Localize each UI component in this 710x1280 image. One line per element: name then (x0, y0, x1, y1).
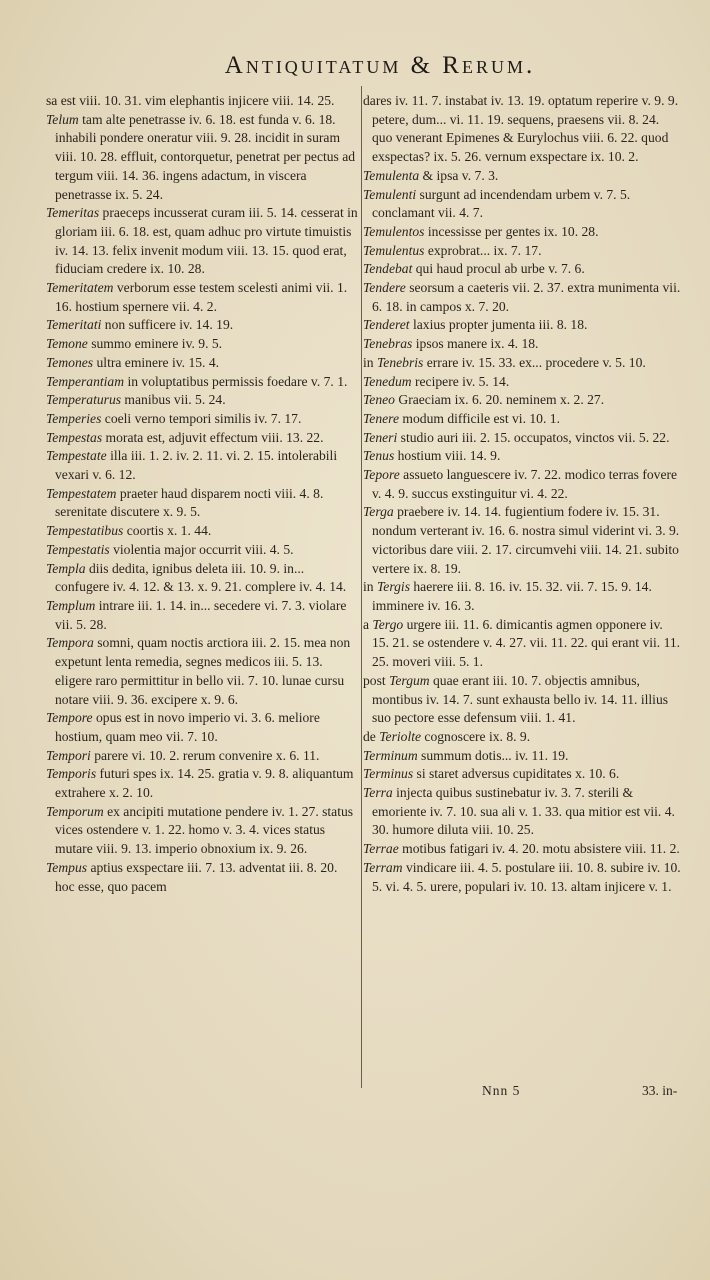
index-entry (46, 92, 359, 111)
index-entry (363, 672, 681, 728)
entry-headword: Tempestatem (46, 485, 117, 501)
index-entry (363, 840, 681, 859)
entry-headword: Terrae (363, 841, 399, 857)
index-entry (363, 616, 681, 672)
entry-text: coortis x. 1. 44. (123, 523, 212, 539)
entry-headword: Terram (363, 859, 403, 875)
entry-text: urgere iii. 11. 6. dimicantis agmen opponere iv. 15. 21. se ostendere v. 4. 27. vii. 11. 22. qui erant vii. 11. 25. moveri viii. 5. 1. (372, 616, 681, 670)
entry-headword: Temeritas (46, 205, 100, 221)
entry-text: futuri spes ix. 14. 25. gratia v. 9. 8. aliquantum extrahere x. 2. 10. (55, 766, 354, 801)
index-entry (46, 335, 359, 354)
entry-headword: Temulentus (363, 242, 425, 258)
entry-headword: Telum (46, 111, 79, 127)
entry-headword: Tenus (363, 448, 395, 464)
entry-text: verborum esse testem scelesti animi vii. 1. 16. hostium spernere vii. 4. 2. (55, 280, 348, 314)
entry-text: tam alte penetrasse iv. 6. 18. est funda v. 6. 18. inhabili pondere oneratur viii. 9. 28. incidit in suram viii. 10. 28. effluit, contorquetur, penetrat per pectus ad tergum viii. 14. 36. ingens adactum, in viscera penetrasse ix. 5. 24. (55, 111, 356, 202)
index-entry (46, 597, 359, 634)
index-entry (363, 503, 681, 578)
entry-headword: Temulenti (363, 186, 417, 202)
entry-text: opus est in novo imperio vi. 3. 6. meliore hostium, quam meo vii. 7. 10. (55, 710, 320, 744)
entry-headword: Temones (46, 354, 94, 370)
entry-headword: Tenebris (376, 354, 424, 370)
entry-preposition: post (363, 672, 390, 688)
index-entry (46, 522, 359, 541)
entry-headword: Temeritatem (46, 280, 114, 296)
index-entry (46, 410, 359, 429)
entry-text: ultra eminere iv. 15. 4. (93, 354, 220, 370)
entry-text: summum dotis... iv. 11. 19. (417, 747, 569, 763)
entry-headword: Teriolte (379, 728, 422, 744)
index-entry (46, 111, 359, 205)
entry-text: si staret adversus cupiditates x. 10. 6. (413, 766, 620, 782)
entry-headword: Tendere (363, 280, 406, 296)
index-entry (363, 578, 681, 615)
index-entry (46, 859, 359, 896)
index-entry (46, 447, 359, 484)
index-entry (363, 92, 681, 167)
index-entry (363, 784, 681, 840)
entry-text: incessisse per gentes ix. 10. 28. (424, 223, 599, 239)
index-entry (363, 335, 681, 354)
index-entry (363, 728, 681, 747)
entry-headword: Tepore (363, 467, 400, 483)
entry-preposition: in (363, 354, 377, 370)
index-entry (46, 429, 359, 448)
index-entry (363, 354, 681, 373)
index-entry (46, 373, 359, 392)
entry-text: qui haud procul ab urbe v. 7. 6. (412, 261, 585, 277)
index-entry (363, 429, 681, 448)
entry-headword: Terminus (363, 766, 414, 782)
index-entry (46, 541, 359, 560)
entry-headword: Tenere (363, 410, 399, 426)
entry-text: aptius exspectare iii. 7. 13. adventat iii. 8. 20. hoc esse, quo pacem (55, 859, 338, 894)
catchword: 33. in- (642, 1083, 678, 1098)
index-column-right (363, 92, 681, 896)
entry-text: cognoscere ix. 8. 9. (421, 728, 531, 744)
entry-text: diis dedita, ignibus deleta iii. 10. 9. in... confugere iv. 4. 12. & 13. x. 9. 21. complere iv. 4. 14. (55, 560, 347, 595)
entry-headword: Tempestate (46, 448, 107, 464)
entry-text: dares iv. 11. 7. instabat iv. 13. 19. optatum reperire v. 9. 9. petere, dum... vi. 11. 19. sequens, praesens vii. 8. 24. quo venerant Epimenes & Eurylochus viii. 6. 22. quod exspectas? ix. 5. 26. vernum exspectare ix. 10. 2. (363, 93, 679, 165)
entry-text: modum difficile est vi. 10. 1. (399, 410, 560, 426)
entry-text: vindicare iii. 4. 5. postulare iii. 10. 8. subire iv. 10. 5. vi. 4. 5. urere, populari iv. 10. 13. altam injicere v. 1. (372, 859, 681, 894)
index-column-left (46, 92, 359, 896)
entry-headword: Tempestas (46, 429, 103, 445)
entry-preposition: de (363, 728, 380, 744)
entry-headword: Templum (46, 597, 96, 613)
entry-text: manibus vii. 5. 24. (121, 392, 226, 408)
index-entry (46, 485, 359, 522)
entry-text: summo eminere iv. 9. 5. (87, 336, 223, 352)
entry-text: seorsum a caeteris vii. 2. 37. extra munimenta vii. 6. 18. in campos x. 7. 20. (372, 280, 681, 314)
index-entry (363, 410, 681, 429)
entry-text: in voluptatibus permissis foedare v. 7. 1. (124, 373, 348, 389)
entry-text: surgunt ad incendendam urbem v. 7. 5. conclamant vii. 4. 7. (372, 186, 631, 221)
entry-text: intrare iii. 1. 14. in... secedere vi. 7. 3. violare vii. 5. 28. (55, 597, 347, 632)
entry-headword: Tendebat (363, 261, 413, 277)
index-entry (46, 354, 359, 373)
entry-text: non sufficere iv. 14. 19. (101, 317, 234, 333)
index-entry (46, 560, 359, 597)
entry-text: laxius propter jumenta iii. 8. 18. (409, 317, 588, 333)
entry-headword: Terga (363, 504, 394, 520)
entry-text: recipere iv. 5. 14. (411, 373, 510, 389)
index-entry (363, 242, 681, 261)
entry-text: coeli verno tempori similis iv. 7. 17. (101, 410, 302, 426)
entry-text: assueto languescere iv. 7. 22. modico terras fovere v. 4. 9. succus exstinguitur vi. 4. 22. (372, 467, 678, 501)
entry-headword: Tergum (389, 672, 430, 688)
entry-text: violentia major occurrit viii. 4. 5. (109, 541, 294, 557)
entry-headword: Terra (363, 785, 393, 801)
entry-text: & ipsa v. 7. 3. (419, 167, 499, 183)
entry-text: ex ancipiti mutatione pendere iv. 1. 27. status vices ostendere v. 1. 22. homo v. 3. 4. vices status mutare viii. 9. 13. imperio obnoxium ix. 9. 26. (55, 803, 354, 857)
index-entry (363, 466, 681, 503)
entry-headword: Tempore (46, 710, 93, 726)
index-entry (363, 373, 681, 392)
column-divider (361, 86, 362, 1088)
entry-text: praeceps incusserat curam iii. 5. 14. cesserat in gloriam iii. 6. 18. est, quam adhuc pro virtute timuistis iv. 14. 13. felix invenit modum viii. 13. 15. quod erat, fiduciam credere ix. 10. 28. (55, 205, 358, 277)
entry-text: morata est, adjuvit effectum viii. 13. 22. (102, 429, 324, 445)
entry-headword: Tenedum (363, 373, 412, 389)
index-entry (46, 747, 359, 766)
index-entry (46, 634, 359, 709)
entry-headword: Temporis (46, 766, 97, 782)
index-entry (363, 391, 681, 410)
entry-headword: Tempestatis (46, 541, 110, 557)
entry-headword: Temeritati (46, 317, 102, 333)
entry-text: Graeciam ix. 6. 20. neminem x. 2. 27. (394, 392, 605, 408)
entry-headword: Temperaturus (46, 392, 122, 408)
entry-headword: Tergis (376, 579, 410, 595)
index-entry (363, 279, 681, 316)
entry-text: sa est viii. 10. 31. vim elephantis injicere viii. 14. 25. (46, 93, 335, 108)
index-entry (46, 279, 359, 316)
index-entry (46, 765, 359, 802)
entry-text: motibus fatigari iv. 4. 20. motu absistere viii. 11. 2. (398, 841, 680, 857)
index-entry (363, 186, 681, 223)
entry-headword: Temporum (46, 803, 104, 819)
index-entry (363, 167, 681, 186)
entry-text: haerere iii. 8. 16. iv. 15. 32. vii. 7. 15. 9. 14. imminere iv. 16. 3. (372, 579, 652, 613)
index-entry (46, 709, 359, 746)
entry-headword: Temone (46, 336, 88, 352)
entry-text: praeter haud disparem nocti viii. 4. 8. serenitate discutere x. 9. 5. (55, 485, 324, 520)
index-entry (363, 260, 681, 279)
entry-headword: Tenebras (363, 336, 413, 352)
entry-text: errare iv. 15. 33. ex... procedere v. 5. 10. (423, 354, 646, 370)
signature-mark: Nnn 5 (482, 1083, 521, 1098)
index-entry (363, 747, 681, 766)
entry-headword: Tenderet (363, 317, 410, 333)
index-entry (46, 803, 359, 859)
entry-text: hostium viii. 14. 9. (394, 448, 501, 464)
index-entry (46, 391, 359, 410)
entry-headword: Tergo (372, 616, 404, 632)
entry-text: illa iii. 1. 2. iv. 2. 11. vi. 2. 15. intolerabili vexari v. 6. 12. (55, 448, 338, 483)
index-entry (363, 316, 681, 335)
entry-headword: Teneo (363, 392, 395, 408)
index-entry (363, 447, 681, 466)
index-entry (363, 859, 681, 896)
entry-text: injecta quibus sustinebatur iv. 3. 7. sterili & emoriente iv. 7. 10. sua ali v. 1. 33. qua mitior est vii. 4. 30. humore diluta viii. 10. 25. (372, 785, 675, 838)
index-entry (46, 316, 359, 335)
entry-headword: Tempus (46, 859, 88, 875)
index-entry (363, 765, 681, 784)
entry-text: exprobrat... ix. 7. 17. (424, 242, 542, 258)
entry-text: studio auri iii. 2. 15. occupatos, vinctos vii. 5. 22. (397, 429, 670, 445)
entry-headword: Terminum (363, 747, 418, 763)
entry-headword: Teneri (363, 429, 398, 445)
entry-headword: Temperies (46, 410, 102, 426)
entry-preposition: a (363, 616, 373, 632)
entry-headword: Temperantiam (46, 373, 125, 389)
running-header: Antiquitatum & Rerum. (224, 52, 536, 79)
index-entry (46, 204, 359, 279)
entry-headword: Temulenta (363, 167, 420, 183)
index-entry (363, 223, 681, 242)
entry-headword: Temulentos (363, 223, 425, 239)
entry-preposition: in (363, 579, 377, 595)
entry-text: somni, quam noctis arctiora iii. 2. 15. mea non expetunt lenta remedia, segnes medicos iii. 5. 13. eligere raro permittitur in bello vii. 7. 10. lunae cursu notare viii. 9. 36. excipere x. 9. 6. (55, 635, 351, 707)
entry-headword: Tempestatibus (46, 523, 124, 539)
entry-headword: Tempori (46, 747, 91, 763)
entry-text: praebere iv. 14. 14. fugientium fodere iv. 15. 31. nondum verterant iv. 16. 6. nostra simul viderint vi. 3. 9. victoribus dare viii. 2. 17. circumvehi viii. 14. 21. subito vertere ix. 8. 19. (372, 504, 680, 576)
entry-text: ipsos manere ix. 4. 18. (412, 336, 539, 352)
entry-headword: Templa (46, 560, 86, 576)
entry-text: quae erant iii. 10. 7. objectis amnibus, montibus iv. 14. 7. sunt exhausta bello iv. 14. 11. illius suo pectore esse defensum viii. 1. 41. (372, 672, 669, 726)
entry-text: parere vi. 10. 2. rerum convenire x. 6. 11. (90, 747, 320, 763)
entry-headword: Tempora (46, 635, 94, 651)
